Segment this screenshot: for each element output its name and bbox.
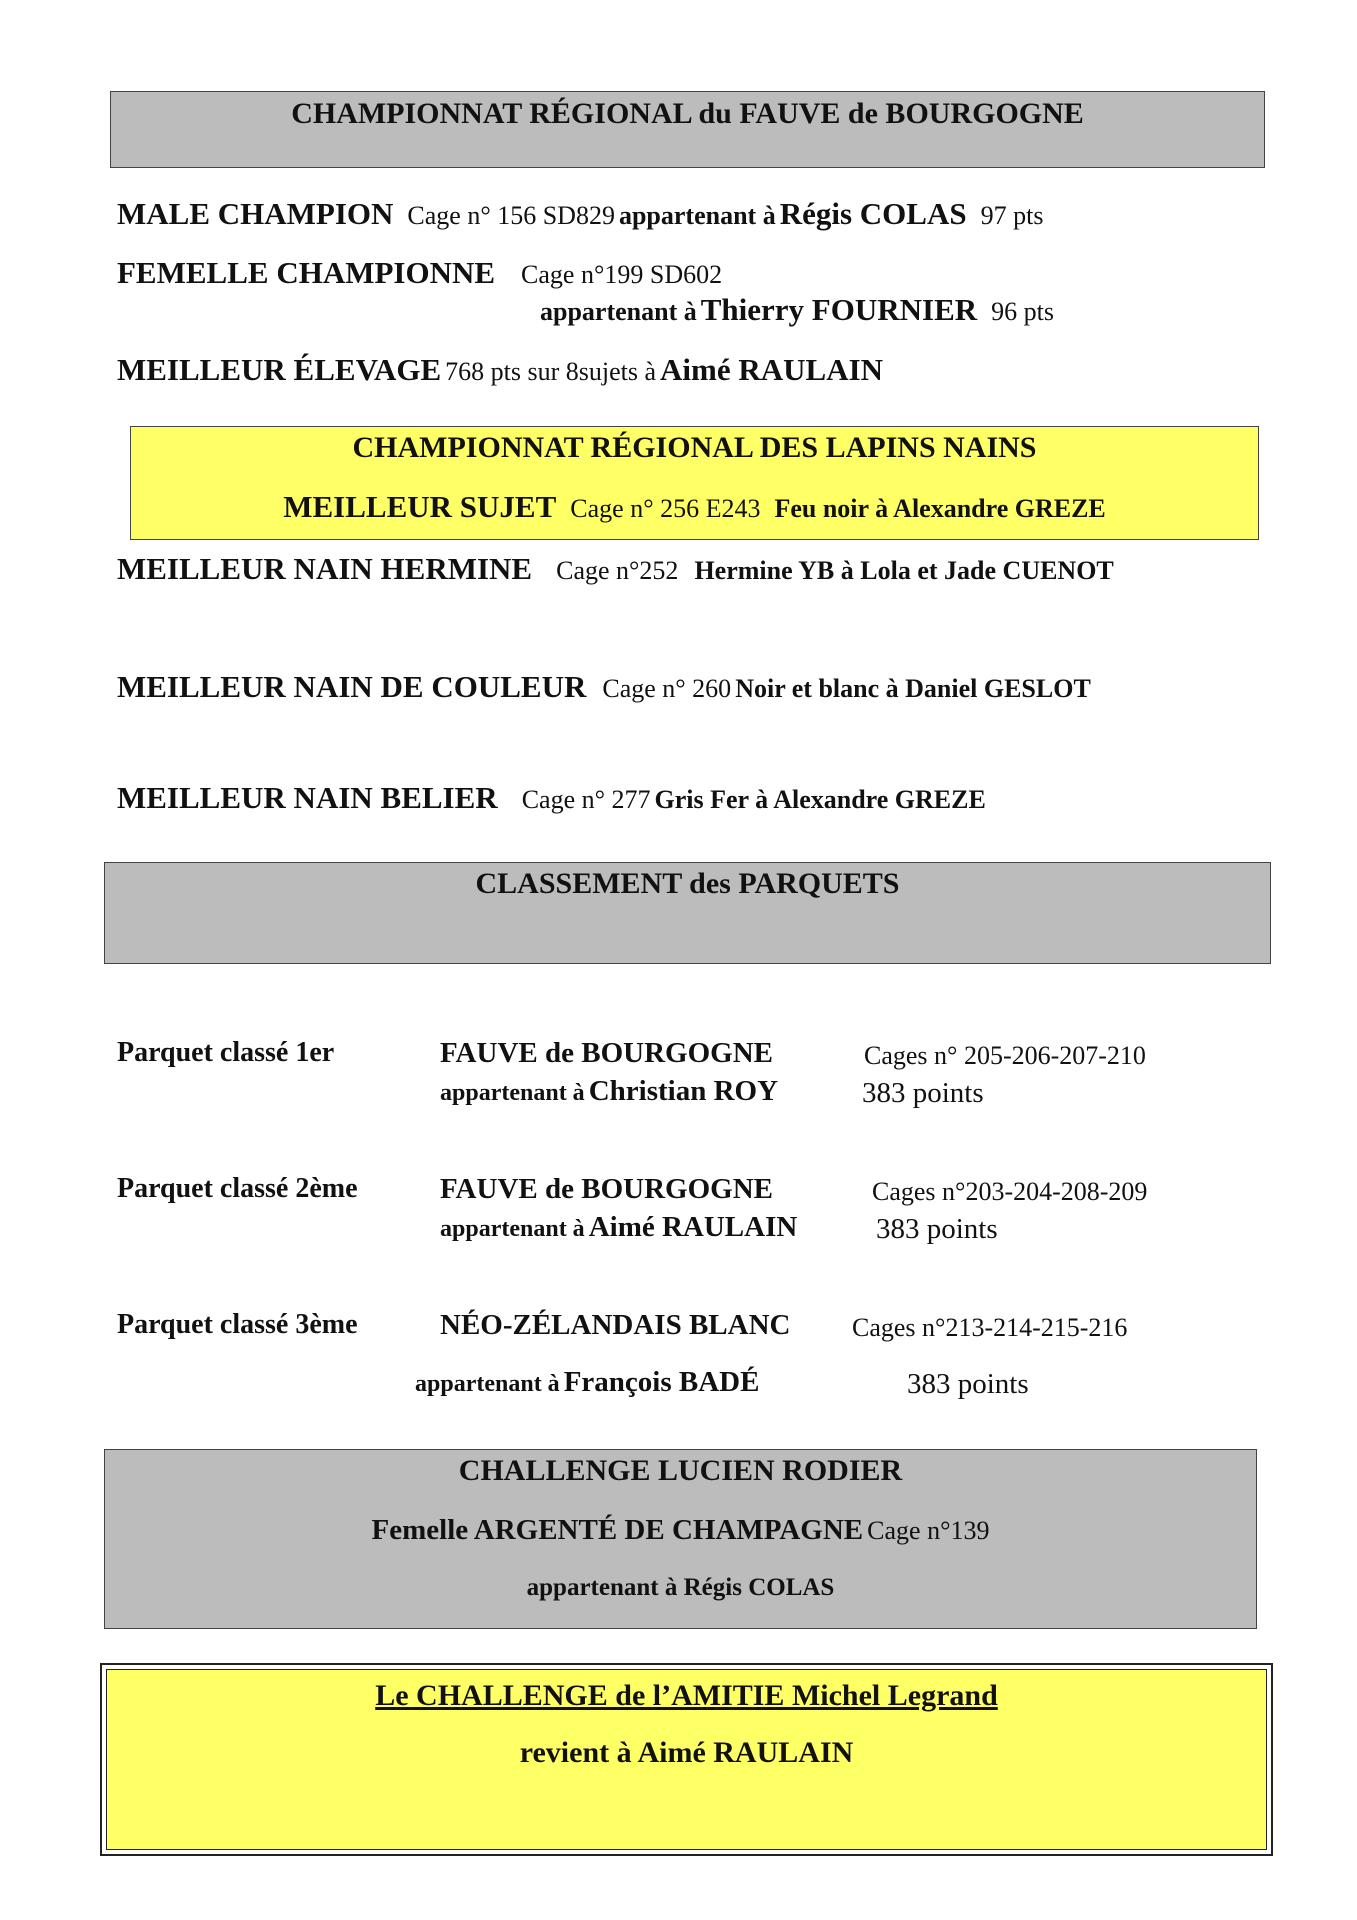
amitie-box-outer [100, 1663, 1273, 1856]
parquet-2-rank: Parquet classé 2ème [117, 1173, 358, 1204]
couleur-line [117, 669, 1091, 705]
couleur-label: MEILLEUR NAIN DE COULEUR [117, 669, 587, 704]
parquet-3-rank: Parquet classé 3ème [117, 1309, 358, 1340]
parquet-1-cages: Cages n° 205-206-207-210 [864, 1041, 1146, 1070]
femelle-cage: Cage n°199 SD602 [521, 260, 723, 289]
male-cage: Cage n° 156 SD829 [407, 201, 615, 230]
rodier-line1 [105, 1514, 1256, 1547]
couleur-cage: Cage n° 260 [602, 674, 732, 703]
male-owner: Régis COLAS [779, 196, 967, 231]
rodier-box [104, 1449, 1257, 1629]
fauve-header-box [110, 91, 1265, 168]
hermine-detail: Hermine YB à Lola et Jade CUENOT [694, 556, 1114, 585]
elevage-line [117, 352, 883, 388]
male-label: MALE CHAMPION [117, 196, 394, 231]
parquet-3-breed: NÉO-ZÉLANDAIS BLANC [440, 1309, 791, 1341]
parquet-3-owner-line [415, 1366, 759, 1399]
sujet-detail: Feu noir à Alexandre GREZE [774, 494, 1106, 523]
male-owner-prefix: appartenant à [618, 201, 776, 230]
rodier-cage: Cage n°139 [867, 1516, 990, 1545]
elevage-label: MEILLEUR ÉLEVAGE [117, 352, 442, 387]
parquet-1-owner-prefix: appartenant à [440, 1080, 585, 1106]
amitie-title-text: Le CHALLENGE de l’AMITIE Michel Legrand [375, 1679, 998, 1712]
amitie-box [106, 1669, 1267, 1850]
parquet-2-cages: Cages n°203-204-208-209 [872, 1177, 1148, 1206]
parquet-1-owner: Christian ROY [588, 1075, 779, 1107]
parquets-header-box [104, 862, 1271, 964]
parquet-2-owner: Aimé RAULAIN [588, 1211, 798, 1243]
elevage-detail: 768 pts sur 8sujets à [445, 357, 657, 386]
nains-title: CHAMPIONNAT RÉGIONAL DES LAPINS NAINS [352, 431, 1037, 464]
hermine-line [117, 551, 1114, 587]
parquet-2-breed: FAUVE de BOURGOGNE [440, 1173, 773, 1205]
parquet-2-owner-prefix: appartenant à [440, 1216, 585, 1242]
belier-detail: Gris Fer à Alexandre GREZE [654, 785, 986, 814]
belier-cage: Cage n° 277 [521, 785, 651, 814]
parquet-3-owner: François BADÉ [563, 1366, 760, 1398]
elevage-owner: Aimé RAULAIN [660, 352, 884, 387]
femelle-champion-line [117, 255, 722, 291]
hermine-cage: Cage n°252 [556, 556, 679, 585]
parquet-3-cages: Cages n°213-214-215-216 [852, 1313, 1128, 1342]
sujet-cage: Cage n° 256 E243 [570, 494, 761, 523]
parquets-title: CLASSEMENT des PARQUETS [475, 867, 900, 900]
rodier-owner: appartenant à Régis COLAS [526, 1574, 835, 1601]
rodier-title: CHALLENGE LUCIEN RODIER [458, 1454, 903, 1487]
femelle-owner-prefix: appartenant à [540, 297, 697, 326]
sujet-label: MEILLEUR SUJET [283, 489, 557, 524]
nains-header-box [130, 426, 1259, 540]
parquet-2-owner-line [440, 1211, 797, 1244]
belier-line [117, 780, 986, 816]
male-points: 97 pts [980, 201, 1044, 230]
parquet-1-points: 383 points [862, 1077, 984, 1109]
couleur-detail: Noir et blanc à Daniel GESLOT [735, 674, 1091, 703]
femelle-owner: Thierry FOURNIER [700, 292, 978, 327]
parquet-1-owner-line [440, 1075, 778, 1108]
nains-sujet-line [131, 489, 1258, 525]
parquet-2-points: 383 points [876, 1213, 998, 1245]
male-champion-line [117, 196, 1043, 232]
parquet-1-breed: FAUVE de BOURGOGNE [440, 1037, 773, 1069]
belier-label: MEILLEUR NAIN BELIER [117, 780, 498, 815]
amitie-title [107, 1679, 1266, 1713]
femelle-label: FEMELLE CHAMPIONNE [117, 255, 496, 290]
parquet-3-owner-prefix: appartenant à [415, 1371, 560, 1397]
hermine-label: MEILLEUR NAIN HERMINE [117, 551, 533, 586]
parquet-1-rank: Parquet classé 1er [117, 1037, 335, 1068]
fauve-title: CHAMPIONNAT RÉGIONAL du FAUVE de BOURGOGNE [291, 97, 1084, 130]
rodier-breed: Femelle ARGENTÉ DE CHAMPAGNE [371, 1514, 864, 1546]
femelle-points: 96 pts [991, 297, 1054, 326]
parquet-3-points: 383 points [907, 1368, 1029, 1400]
femelle-owner-line [540, 292, 1054, 328]
amitie-winner: revient à Aimé RAULAIN [519, 1736, 854, 1769]
